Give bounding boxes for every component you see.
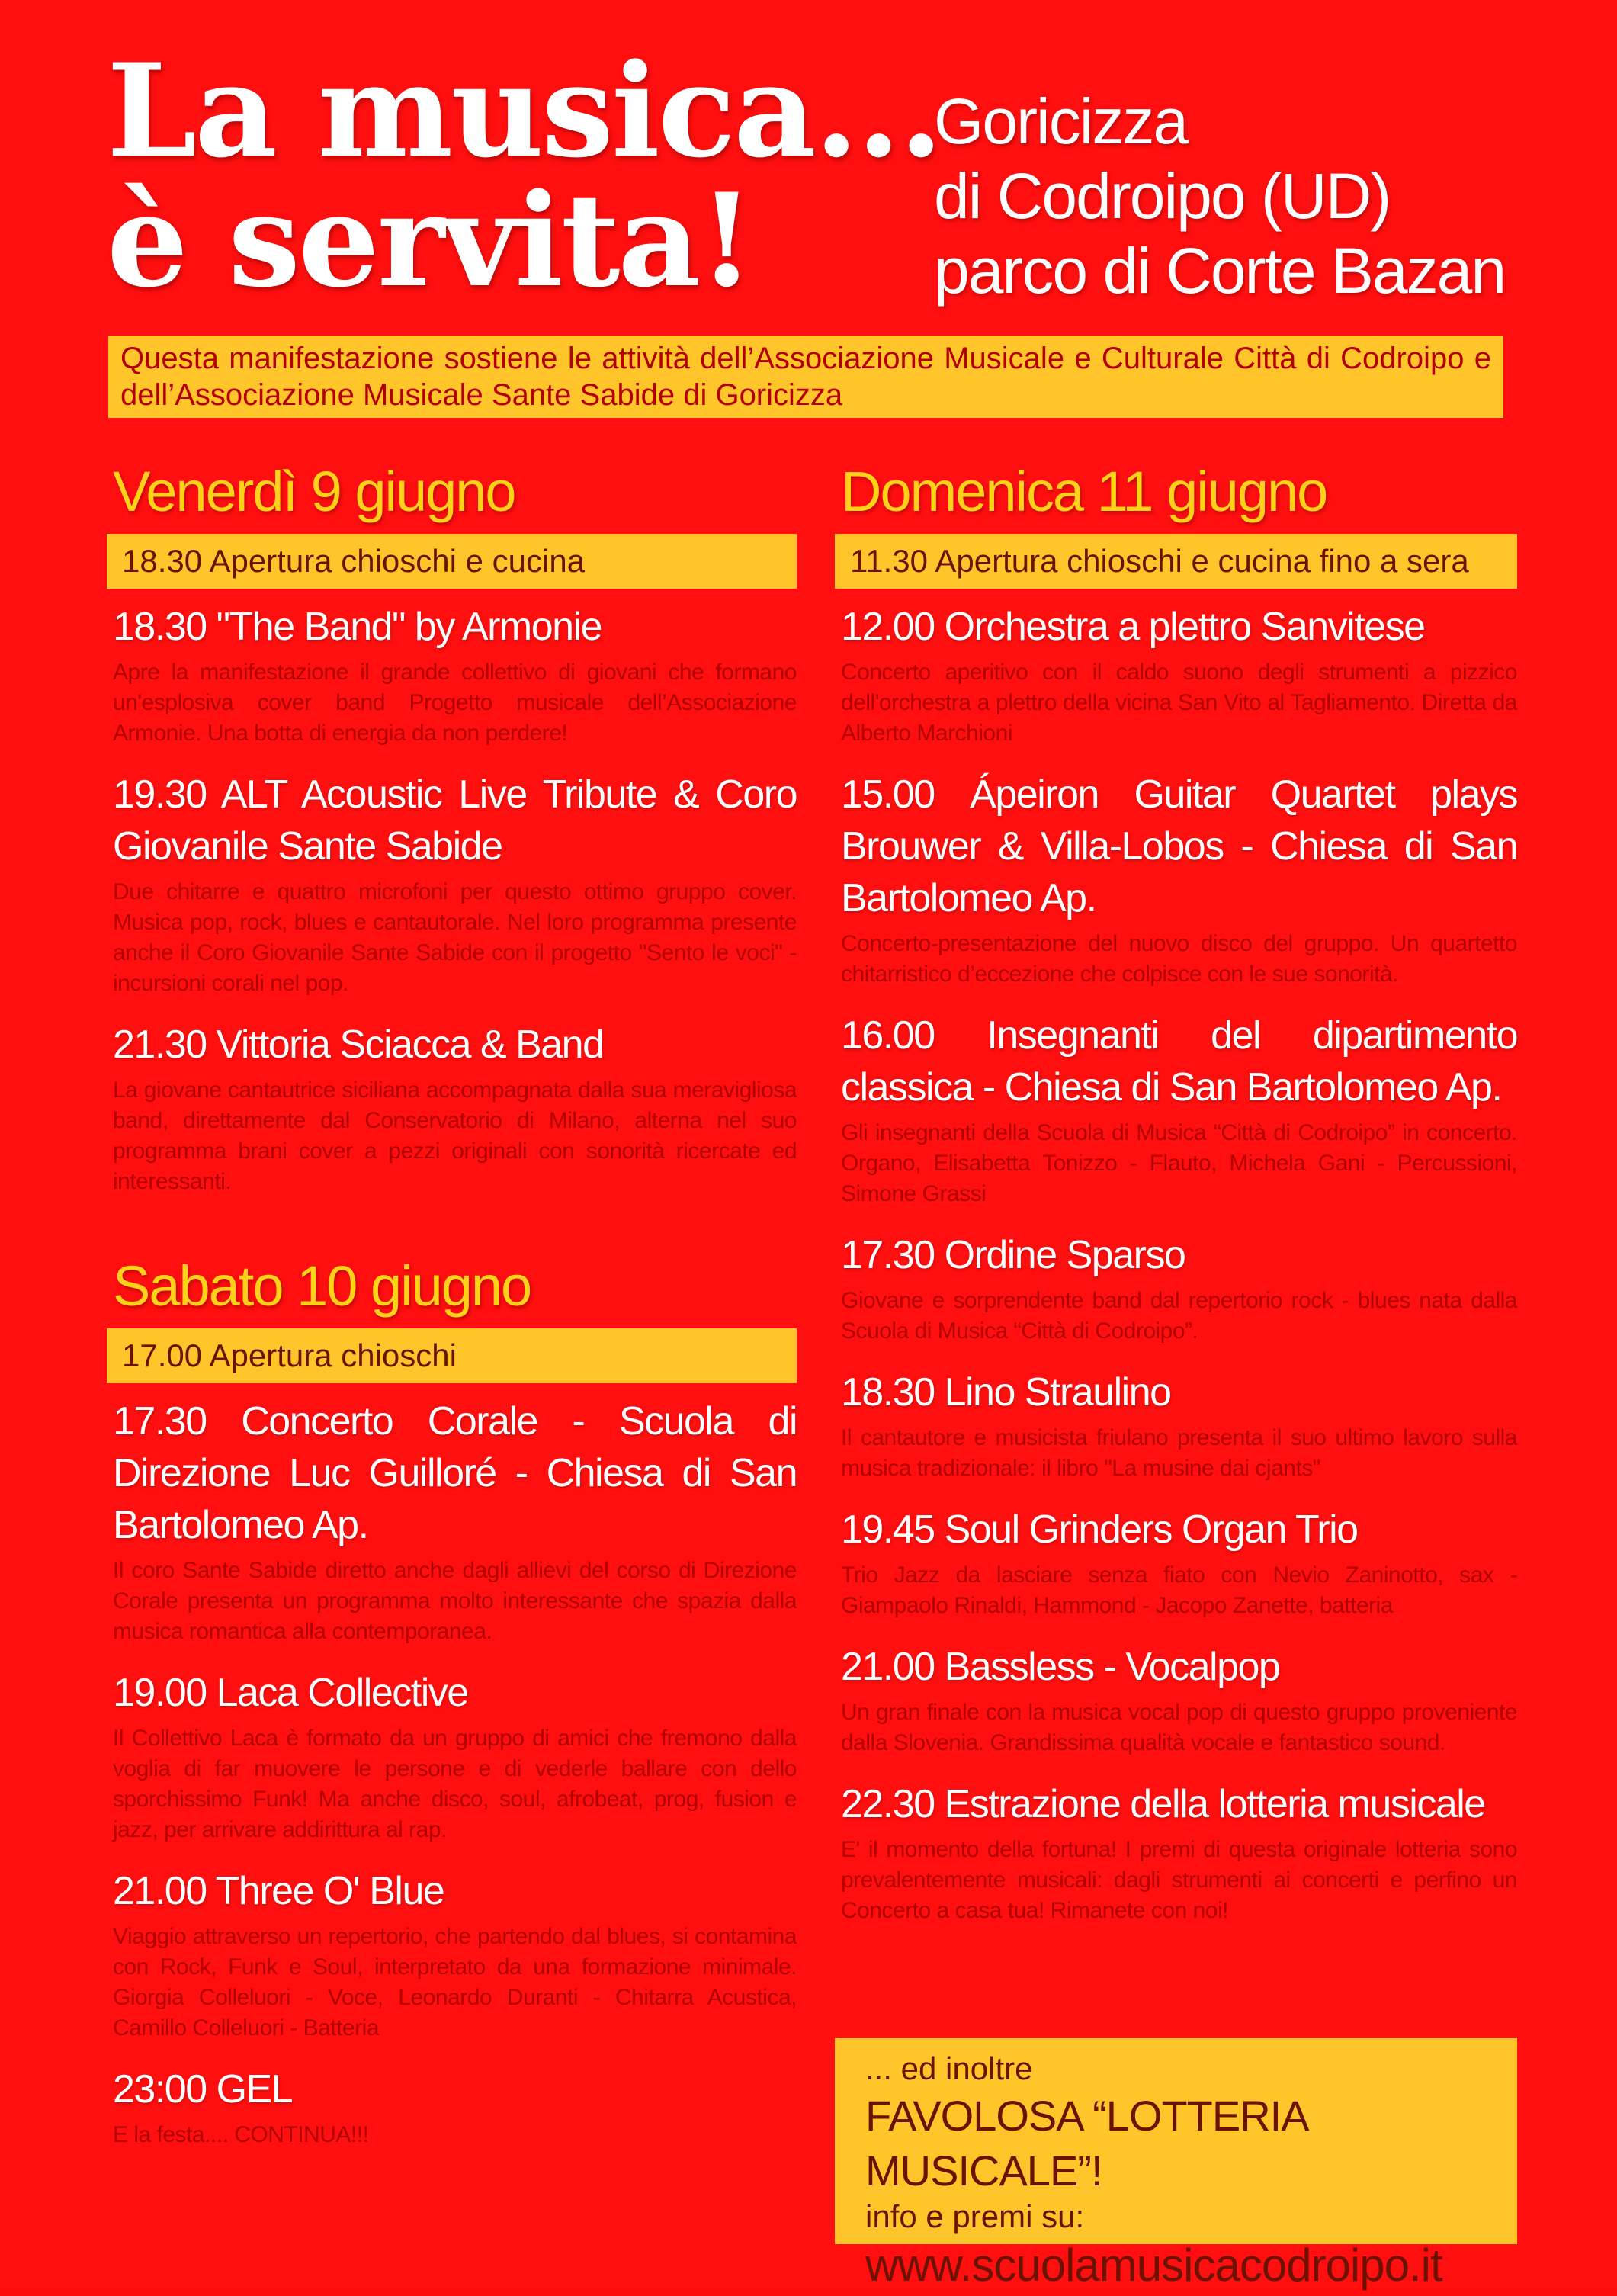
event-title: 21.30 Vittoria Sciacca & Band — [113, 1023, 604, 1067]
event-description: Giovane e sorprendente band dal repertorio rock - blues nata dalla Scuola di Musica “Città di Codroipo”. — [841, 1288, 1517, 1344]
event-friday-1 — [107, 601, 797, 749]
event-sunday-8 — [835, 1778, 1517, 1926]
event-sunday-2 — [835, 769, 1517, 990]
event-description: Viaggio attraverso un repertorio, che partendo dal blues, si contamina con Rock, Funk e Soul, interpretato da una formazione minimale. Giorgia Colleluori - Voce, Leonardo Duranti - Chitarra Acustica, Camillo Colleluori - Batteria — [113, 1924, 797, 2041]
event-title: 15.00 Ápeiron Guitar Quartet plays Brouwer & Villa-Lobos - Chiesa di San Bartolomeo Ap. — [841, 772, 1517, 920]
event-saturday-1 — [107, 1395, 797, 1647]
event-title: 19.45 Soul Grinders Organ Trio — [841, 1508, 1358, 1552]
event-description: Il coro Sante Sabide diretto anche dagli allievi del corso di Direzione Corale presenta un programma molto interessante che spazia dalla musica romantica alla contemporanea. — [113, 1558, 797, 1644]
event-sunday-5 — [835, 1366, 1517, 1484]
event-title: 21.00 Three O' Blue — [113, 1869, 444, 1913]
info-intro: ... ed inoltre — [865, 2050, 1033, 2086]
event-description: Un gran finale con la musica vocal pop di questo gruppo proveniente dalla Slovenia. Grandissima qualità vocale e fantastico sound. — [841, 1700, 1517, 1755]
opening-sunday: 11.30 Apertura chioschi e cucina fino a sera — [835, 534, 1517, 589]
event-title: 17.30 Concerto Corale - Scuola di Direzione Luc Guilloré - Chiesa di San Bartolomeo Ap. — [113, 1399, 797, 1547]
info-lottery-title: FAVOLOSA “LOTTERIA MUSICALE”! — [865, 2092, 1307, 2195]
event-title: 22.30 Estrazione della lotteria musicale — [841, 1782, 1485, 1826]
event-title: 19.30 ALT Acoustic Live Tribute & Coro Giovanile Sante Sabide — [113, 772, 797, 869]
event-description: E la festa.... CONTINUA!!! — [113, 2122, 369, 2147]
poster-title — [107, 35, 942, 316]
event-description: E' il momento della fortuna! I premi di questa originale lotteria sono prevalentemente musicali: dagli strumenti ai concerti e perfino un Concerto a casa tua! Rimanete con noi! — [841, 1837, 1517, 1923]
event-saturday-2 — [107, 1667, 797, 1845]
right-column — [835, 458, 1517, 1946]
location-line-2: di Codroipo (UD) — [934, 160, 1391, 232]
day-heading-saturday: Sabato 10 giugno — [113, 1254, 531, 1318]
info-website-link[interactable]: www.scuolamusicacodroipo.it — [865, 2240, 1442, 2291]
event-description: Il Collettivo Laca è formato da un gruppo di amici che fremono dalla voglia di far muovere le persone e di vederle ballare con dello sporchissimo Funk! Ma anche disco, soul, afrobeat, prog, fusion e jazz, per arrivare addirittura al rap. — [113, 1726, 797, 1842]
event-description: Apre la manifestazione il grande collettivo di giovani che formano un'esplosiva cover band Progetto musicale dell’Associazione Armonie. Una botta di energia da non perdere! — [113, 660, 797, 746]
opening-saturday: 17.00 Apertura chioschi — [107, 1328, 797, 1383]
left-column — [107, 458, 797, 2170]
event-description: Concerto aperitivo con il caldo suono degli strumenti a pizzico dell'orchestra a plettro della vicina San Vito al Tagliamento. Diretta da Alberto Marchioni — [841, 660, 1517, 746]
opening-friday: 18.30 Apertura chioschi e cucina — [107, 534, 797, 589]
event-description: Due chitarre e quattro microfoni per questo ottimo gruppo cover. Musica pop, rock, blues e cantautorale. Nel loro programma presente anche il Coro Giovanile Sante Sabide con il progetto "Sento le voci" - incursioni corali nel pop. — [113, 879, 797, 996]
location-line-3: parco di Corte Bazan — [934, 235, 1506, 307]
event-title: 18.30 Lino Straulino — [841, 1370, 1171, 1415]
event-description: Trio Jazz da lasciare senza fiato con Nevio Zaninotto, sax - Giampaolo Rinaldi, Hammond - Jacopo Zanette, batteria — [841, 1562, 1517, 1618]
event-saturday-4 — [107, 2063, 797, 2150]
event-sunday-3 — [835, 1010, 1517, 1209]
event-description: Il cantautore e musicista friulano presenta il suo ultimo lavoro sulla musica tradizionale: il libro "La musine dai cjants" — [841, 1425, 1517, 1481]
location — [934, 84, 1590, 308]
event-title: 17.30 Ordine Sparso — [841, 1233, 1185, 1277]
event-title: 21.00 Bassless - Vocalpop — [841, 1645, 1280, 1689]
location-line-1: Goricizza — [934, 85, 1188, 157]
event-description: Gli insegnanti della Scuola di Musica “Città di Codroipo” in concerto. Organo, Elisabetta Tonizzo - Flauto, Michela Gani - Percussioni, Simone Grassi — [841, 1120, 1517, 1206]
event-sunday-4 — [835, 1229, 1517, 1347]
event-title: 19.00 Laca Collective — [113, 1671, 468, 1715]
event-description: Concerto-presentazione del nuovo disco del gruppo. Un quartetto chitarristico d’eccezione che colpisce con le sue sonorità. — [841, 931, 1517, 987]
support-banner: Questa manifestazione sostiene le attività dell’Associazione Musicale e Culturale Città di Codroipo e dell’Associazione Musicale Sante Sabide di Goricizza — [108, 336, 1503, 418]
day-heading-sunday: Domenica 11 giugno — [841, 460, 1327, 523]
event-saturday-3 — [107, 1865, 797, 2044]
event-title: 18.30 "The Band" by Armonie — [113, 605, 602, 649]
event-friday-2 — [107, 769, 797, 999]
event-friday-3 — [107, 1019, 797, 1197]
info-subtitle: info e premi su: — [865, 2198, 1085, 2234]
event-title: 12.00 Orchestra a plettro Sanvitese — [841, 605, 1425, 649]
spacer — [107, 1217, 797, 1252]
title-line-1: La musica... — [107, 35, 942, 186]
event-description: La giovane cantautrice siciliana accompagnata dalla sua meravigliosa band, direttamente dal Conservatorio di Milano, alterna nel suo programma brani cover a pezzi originali con sonorità ricercate ed interessanti. — [113, 1077, 797, 1194]
event-sunday-6 — [835, 1504, 1517, 1621]
day-heading-friday: Venerdì 9 giugno — [113, 460, 515, 523]
lottery-info-box — [835, 2038, 1517, 2291]
event-title: 23:00 GEL — [113, 2067, 293, 2111]
event-sunday-1 — [835, 601, 1517, 749]
title-line-2: è servita! — [107, 165, 752, 316]
event-title: 16.00 Insegnanti del dipartimento classica - Chiesa di San Bartolomeo Ap. — [841, 1013, 1517, 1109]
event-sunday-7 — [835, 1641, 1517, 1758]
